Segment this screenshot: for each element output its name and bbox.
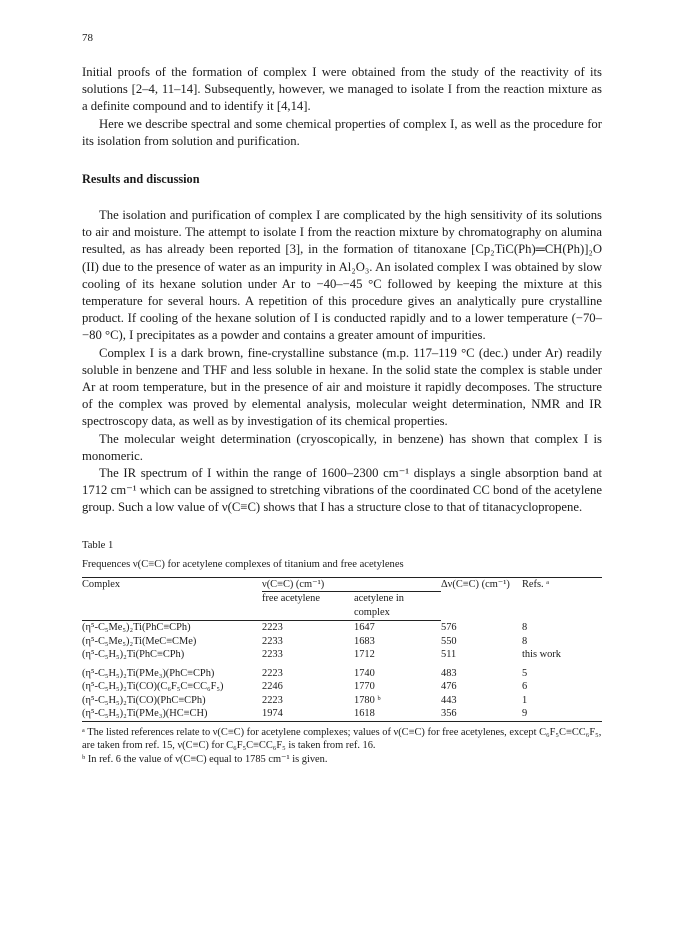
body-paragraph-2: Complex I is a dark brown, fine-crystalline substance (m.p. 117–119 °C (dec.) under Ar) readily soluble in benzene and THF and less soluble in hexane. In the solid state the complex is stable under Ar at room temperature, but in the presence of air and moisture it rapidly decomposes. The structure of the complex was proved by elemental analysis, molecular weight determination, NMR and IR spectroscopy data, as well as by investigation of its chemical properties.	[82, 345, 602, 429]
cell-complex: (η⁵-C₅H₅)₂Ti(PhC≡CPh)	[82, 649, 185, 661]
cell-free: 2233	[262, 649, 283, 661]
cell-free: 2246	[262, 681, 283, 693]
page-number: 78	[82, 32, 93, 44]
cell-free: 2233	[262, 635, 283, 647]
cell-ref: 1	[522, 694, 528, 706]
table-row	[82, 621, 602, 635]
cell-free: 2223	[262, 667, 283, 679]
cell-complex: (η⁵-C₅H₅)₂Ti(PMe₃)(PhC≡CPh)	[82, 667, 215, 679]
cell-complex: (η⁵-C₅H₅)₂Ti(PMe₃)(HC≡CH)	[82, 707, 262, 721]
cell-in-complex: 1618	[354, 707, 441, 721]
cell-in-complex: 1780 ᵇ	[354, 694, 381, 706]
cell-ref: 9	[522, 707, 602, 721]
table-1	[82, 539, 602, 767]
col-header-free: free acetylene	[262, 592, 354, 621]
cell-free: 2223	[262, 622, 283, 634]
cell-complex: (η⁵-C₅H₅)₂Ti(CO)(PhC≡CPh)	[82, 694, 206, 706]
frequency-table	[82, 577, 602, 722]
col-header-delta: Δν(C≡C) (cm⁻¹)	[441, 577, 522, 621]
cell-in-complex: 1770	[354, 681, 375, 693]
cell-in-complex: 1712	[354, 649, 375, 661]
table-row	[82, 648, 602, 662]
cell-free: 2223	[262, 694, 283, 706]
table-row	[82, 635, 602, 649]
col-header-nu: ν(C≡C) (cm⁻¹)	[262, 577, 441, 592]
footnote-b: ᵇ In ref. 6 the value of ν(C≡C) equal to 1785 cm⁻¹ is given.	[82, 753, 328, 765]
table-row	[82, 694, 602, 708]
cell-complex: (η⁵-C₅Me₅)₂Ti(PhC≡CPh)	[82, 622, 191, 634]
col-header-complex: Complex	[82, 577, 262, 592]
section-heading: Results and discussion	[82, 172, 200, 187]
col-header-in-complex: acetylene in complex	[354, 592, 441, 621]
intro-paragraph-1: Initial proofs of the formation of complex I were obtained from the study of the reactivity of its solutions [2–4, 11–14]. Subsequently, however, we managed to isolate I from the reaction mixture as a definite compound and to identify it [4,14].	[82, 65, 602, 114]
body-paragraph-3: The molecular weight determination (cryoscopically, in benzene) has shown that complex I is monomeric.	[82, 431, 602, 463]
cell-delta: 511	[441, 649, 457, 661]
table-footnotes	[82, 726, 602, 767]
cell-ref: 6	[522, 681, 528, 693]
cell-in-complex: 1740	[354, 667, 375, 679]
cell-delta: 550	[441, 635, 457, 647]
body-paragraph-1: The isolation and purification of complex I are complicated by the high sensitivity of its solutions to air and moisture. The attempt to isolate I from the reaction mixture by chromatography on alumina resulted, as has already been reported [3], in the formation of titanoxane [Cp₂TiC(Ph)═CH(Ph)]₂O (II) due to the presence of water as an impurity in Al₂O₃. An isolated complex I was obtained by slow cooling of its hexane solution under Ar to −40–−45 °C followed by keeping the mixture at this temperature for several hours. A repetition of this procedure gives an analytically pure crystalline product. If cooling of the hexane solution of I is conducted rapidly and to a lower temperature (−70–−80 °C), I precipitates as a powder and contains a greater amount of impurities.	[82, 208, 602, 343]
cell-in-complex: 1683	[354, 635, 375, 647]
table-row	[82, 662, 602, 681]
table-caption: Frequences ν(C≡C) for acetylene complexes of titanium and free acetylenes	[82, 558, 404, 570]
cell-ref: this work	[522, 649, 561, 661]
cell-ref: 8	[522, 635, 528, 647]
cell-delta: 483	[441, 667, 457, 679]
body-paragraph-4: The IR spectrum of I within the range of 1600–2300 cm⁻¹ displays a single absorption band at 1712 cm⁻¹ which can be assigned to stretching vibrations of the coordinated CC bond of the acetylene group. Such a low value of ν(C≡C) shows that I has a structure close to that of titanacyclopropene.	[82, 466, 602, 515]
page-content	[82, 64, 602, 766]
cell-delta: 443	[441, 694, 457, 706]
cell-ref: 5	[522, 667, 528, 679]
table-label: Table 1	[82, 539, 114, 551]
table-row	[82, 707, 602, 721]
table-row	[82, 680, 602, 694]
cell-complex: (η⁵-C₅H₅)₂Ti(CO)(C₆F₅C≡CC₆F₅)	[82, 681, 224, 693]
footnote-a: ᵃ The listed references relate to ν(C≡C) for acetylene complexes; values of ν(C≡C) for free acetylenes, except C₆F₅C≡CC₆F₅, are taken from ref. 15, ν(C≡C) for C₆F₅C≡CC₆F₅ is taken from ref. 16.	[82, 726, 602, 752]
cell-in-complex: 1647	[354, 622, 375, 634]
cell-free: 1974	[262, 707, 354, 721]
cell-ref: 8	[522, 621, 528, 633]
intro-paragraph-2: Here we describe spectral and some chemical properties of complex I, as well as the procedure for its isolation from solution and purification.	[82, 116, 602, 148]
cell-complex: (η⁵-C₅Me₅)₂Ti(MeC≡CMe)	[82, 635, 197, 647]
cell-delta: 576	[441, 621, 457, 633]
col-header-refs: Refs. ᵃ	[522, 577, 602, 621]
cell-delta: 356	[441, 707, 522, 721]
cell-delta: 476	[441, 681, 457, 693]
